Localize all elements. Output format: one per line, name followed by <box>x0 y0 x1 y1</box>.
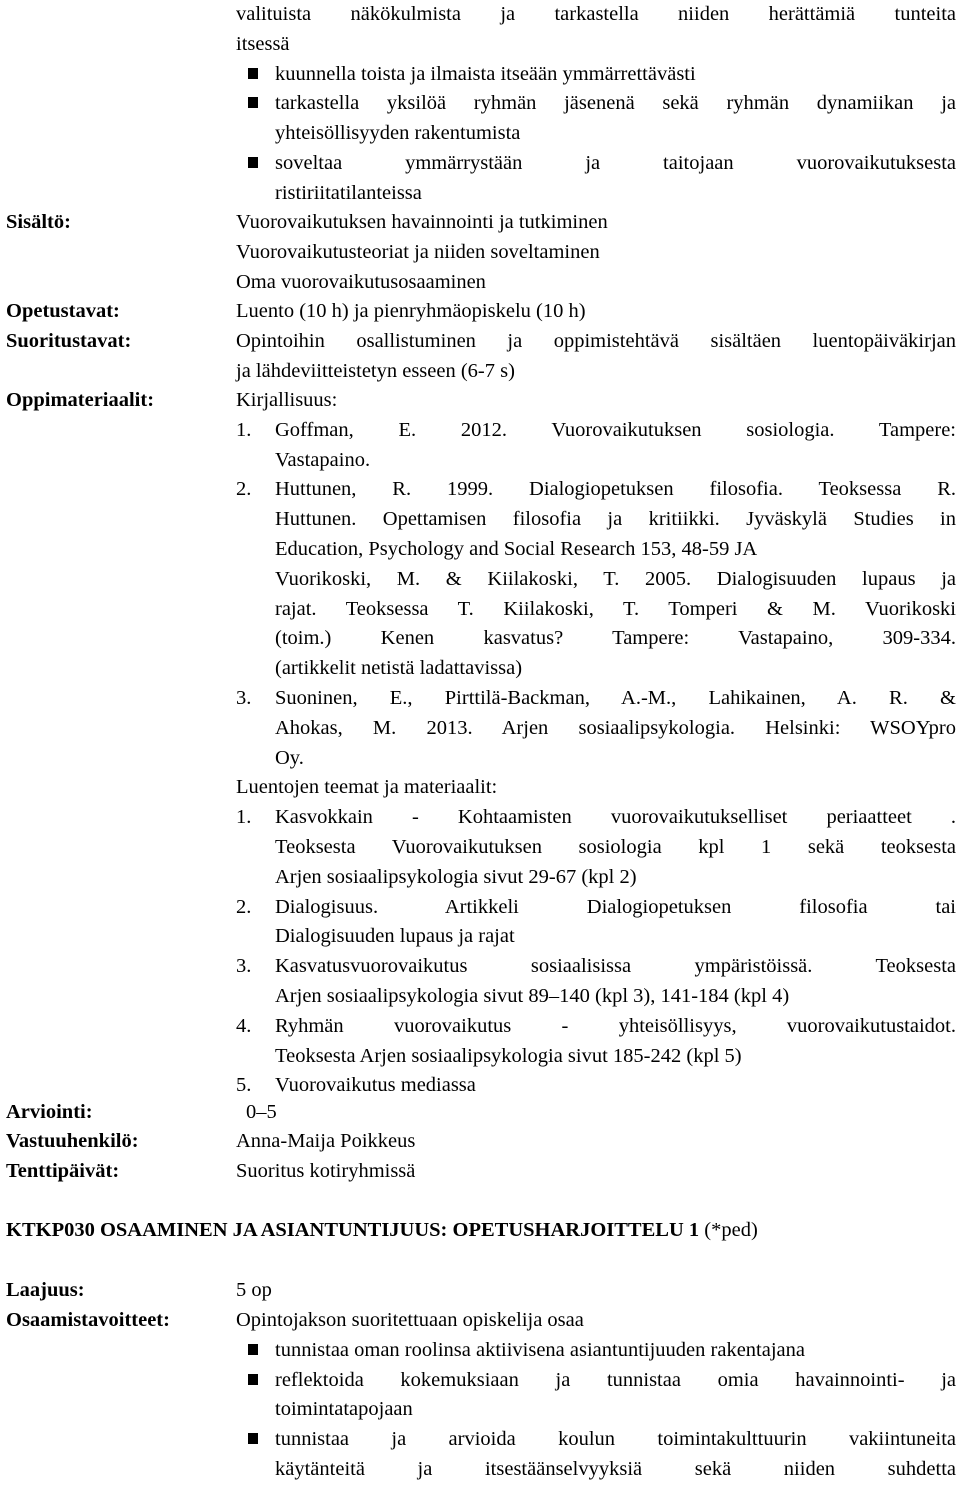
text-line: valituista näkökulmista ja tarkastella niiden herättämiä tunteita <box>236 3 956 25</box>
text-line: ja lähdeviitteistetyn esseen (6-7 s) <box>236 359 515 382</box>
text-line: itsessä <box>236 32 290 55</box>
course-heading <box>6 1216 956 1246</box>
bullet-square-icon <box>248 1433 258 1444</box>
theme-item: 3. Kasvatusvuorovaikutus sosiaalisissa ympäristöissä. Teoksesta Arjen sosiaalipsykologia sivut 89–140 (kpl 3), 141-184 (kpl 4) <box>236 955 956 1007</box>
opetustavat-value: Luento (10 h) ja pienryhmäopiskelu (10 h) <box>236 300 586 322</box>
luentojen-teemat-label: Luentojen teemat ja materiaalit: <box>236 776 498 799</box>
kirjallisuus-label: Kirjallisuus: <box>236 389 338 411</box>
arviointi-value: 0–5 <box>246 1101 277 1123</box>
tenttipaivat-value: Suoritus kotiryhmissä <box>236 1160 416 1182</box>
vastuuhenkilo-label: Vastuuhenkilö: <box>6 1130 139 1152</box>
bullet-item: reflektoida kokemuksiaan ja tunnistaa omia havainnointi- ja toimintatapojaan <box>236 1366 956 1426</box>
arviointi-label: Arviointi: <box>6 1101 93 1123</box>
course-title: KTKP030 OSAAMINEN JA ASIANTUNTIJUUS: OPETUSHARJOITTELU 1 <box>6 1219 700 1241</box>
theme-item: 5. Vuorovaikutus mediassa <box>236 1074 476 1097</box>
laajuus-label: Laajuus: <box>6 1279 85 1301</box>
laajuus-value: 5 op <box>236 1279 272 1301</box>
bullet-square-icon <box>248 157 258 168</box>
theme-item: 2. Dialogisuus. Artikkeli Dialogiopetuksen filosofia tai Dialogisuuden lupaus ja rajat <box>236 895 956 948</box>
osaamistavoitteet-label: Osaamistavoitteet: <box>6 1309 170 1331</box>
reference-item: 1. Goffman, E. 2012. Vuorovaikutuksen sosiologia. Tampere: Vastapaino. <box>236 418 956 471</box>
bullet-item: kuunnella toista ja ilmaista itseään ymmärrettävästi <box>236 60 956 90</box>
bullet-item: tunnistaa ja arvioida koulun toimintakulttuurin vakiintuneita käytänteitä ja itsestäänselvyyksiä sekä niiden suhdetta <box>236 1425 956 1485</box>
text-line: Oma vuorovaikutusosaaminen <box>236 270 486 293</box>
course-title-suffix: (*ped) <box>704 1219 758 1241</box>
bullet-item: tarkastella yksilöä ryhmän jäsenenä sekä ryhmän dynamiikan ja yhteisöllisyyden rakentumista <box>236 89 956 149</box>
reference-item: 2. Huttunen, R. 1999. Dialogiopetuksen filosofia. Teoksessa R. Huttunen. Opettamisen filosofia ja kritiikki. Jyväskylä Studies in Education, Psychology and Social Research 153, 48-59 JA Vuorikoski, M. & Kiilakoski, T. 2005. Dialogisuuden lupaus ja rajat. Teoksessa T. Kiilakoski, T. Tomperi & M. Vuorikoski (toim.) Kenen kasvatus? Tampere: Vastapaino, 309-334. (artikkelit netistä ladattavissa) <box>236 478 956 680</box>
suoritustavat-label: Suoritustavat: <box>6 330 132 352</box>
bullet-item: tunnistaa oman roolinsa aktiivisena asiantuntijuuden rakentajana <box>236 1336 956 1366</box>
vastuuhenkilo-value: Anna-Maija Poikkeus <box>236 1130 416 1152</box>
theme-item: 4. Ryhmän vuorovaikutus - yhteisöllisyys, vuorovaikutustaidot. Teoksesta Arjen sosiaalipsykologia sivut 185-242 (kpl 5) <box>236 1014 956 1067</box>
tenttipaivat-label: Tenttipäivät: <box>6 1160 120 1182</box>
text-line: Vuorovaikutuksen havainnointi ja tutkiminen <box>236 211 608 233</box>
sisalto-label: Sisältö: <box>6 211 71 233</box>
text-line: Opintoihin osallistuminen ja oppimistehtävä sisältäen luentopäiväkirjan <box>236 330 956 352</box>
theme-item: 1. Kasvokkain - Kohtaamisten vuorovaikutukselliset periaatteet . Teoksesta Vuorovaikutuksen sosiologia kpl 1 sekä teoksesta Arjen sosiaalipsykologia sivut 29-67 (kpl 2) <box>236 806 956 888</box>
text-line: Vuorovaikutusteoriat ja niiden soveltaminen <box>236 240 600 263</box>
reference-item: 3. Suoninen, E., Pirttilä-Backman, A.-M., Lahikainen, A. R. & Ahokas, M. 2013. Arjen sosiaalipsykologia. Helsinki: WSOYpro Oy. <box>236 686 956 769</box>
oppimateriaalit-label: Oppimateriaalit: <box>6 389 155 411</box>
bullet-square-icon <box>248 68 258 79</box>
bullet-square-icon <box>248 1374 258 1385</box>
opetustavat-label: Opetustavat: <box>6 300 120 322</box>
bullet-square-icon <box>248 1344 258 1355</box>
bullet-item: soveltaa ymmärrystään ja taitojaan vuorovaikutuksesta ristiriitatilanteissa <box>236 149 956 209</box>
bullet-square-icon <box>248 97 258 108</box>
osaamistavoitteet-intro: Opintojakson suoritettuaan opiskelija osaa <box>236 1309 584 1331</box>
